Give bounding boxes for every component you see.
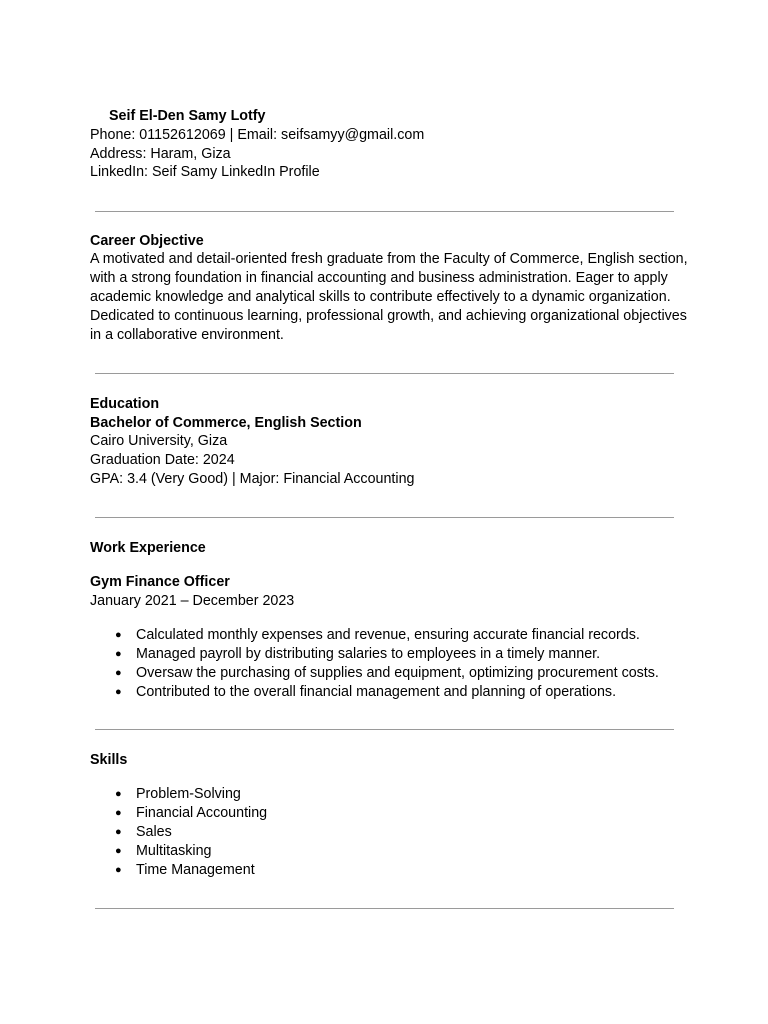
skill-text: Time Management (136, 862, 255, 878)
job-title: Gym Finance Officer (90, 574, 230, 590)
skill-text: Problem-Solving (136, 786, 241, 802)
university-line: Cairo University, Giza (90, 433, 228, 449)
work-bullet-text: Oversaw the purchasing of supplies and equipment, optimizing procurement costs. (136, 665, 659, 681)
career-objective-text (90, 250, 688, 345)
work-experience-heading: Work Experience (90, 540, 206, 556)
bullet-icon: ● (115, 686, 122, 698)
work-bullet-text: Contributed to the overall financial management and planning of operations. (136, 684, 617, 700)
linkedin-line: LinkedIn: Seif Samy LinkedIn Profile (90, 164, 320, 180)
list-item (90, 664, 659, 683)
work-bullet-text: Managed payroll by distributing salaries to employees in a timely manner. (136, 646, 601, 662)
skills-heading: Skills (90, 752, 128, 768)
bullet-icon: ● (115, 788, 122, 800)
list-item (90, 683, 659, 702)
bullet-icon: ● (115, 648, 122, 660)
address-line: Address: Haram, Giza (90, 146, 231, 162)
list-item (90, 645, 659, 664)
job-dates: January 2021 – December 2023 (90, 593, 295, 609)
bullet-icon: ● (115, 667, 122, 679)
section-divider (95, 517, 674, 518)
bullet-icon: ● (115, 807, 122, 819)
list-item (90, 823, 267, 842)
career-objective-line: with a strong foundation in financial accounting and business administration. Eager to apply (90, 270, 668, 286)
list-item (90, 804, 267, 823)
skill-text: Sales (136, 824, 172, 840)
bullet-icon: ● (115, 629, 122, 641)
education-heading: Education (90, 396, 160, 412)
contact-line: Phone: 01152612069 | Email: seifsamyy@gmail.com (90, 127, 425, 143)
section-divider (95, 211, 674, 212)
work-bullet-text: Calculated monthly expenses and revenue, ensuring accurate financial records. (136, 627, 640, 643)
section-divider (95, 729, 674, 730)
section-divider (95, 373, 674, 374)
career-objective-heading: Career Objective (90, 233, 204, 249)
candidate-name: Seif El-Den Samy Lotfy (109, 108, 266, 124)
section-divider (95, 908, 674, 909)
graduation-line: Graduation Date: 2024 (90, 452, 235, 468)
career-objective-line: academic knowledge and analytical skills to contribute effectively to a dynamic organization. (90, 289, 671, 305)
career-objective-line: in a collaborative environment. (90, 327, 284, 343)
career-objective-line: Dedicated to continuous learning, professional growth, and achieving organizational objectives (90, 308, 687, 324)
list-item (90, 861, 267, 880)
degree-title: Bachelor of Commerce, English Section (90, 415, 362, 431)
list-item (90, 626, 659, 645)
list-item (90, 785, 267, 804)
list-item (90, 842, 267, 861)
career-objective-line: A motivated and detail-oriented fresh graduate from the Faculty of Commerce, English section, (90, 251, 688, 267)
bullet-icon: ● (115, 826, 122, 838)
bullet-icon: ● (115, 845, 122, 857)
bullet-icon: ● (115, 864, 122, 876)
work-bullet-list (90, 626, 659, 702)
skill-text: Multitasking (136, 843, 212, 859)
skill-text: Financial Accounting (136, 805, 268, 821)
gpa-line: GPA: 3.4 (Very Good) | Major: Financial Accounting (90, 471, 415, 487)
skills-list (90, 785, 267, 880)
